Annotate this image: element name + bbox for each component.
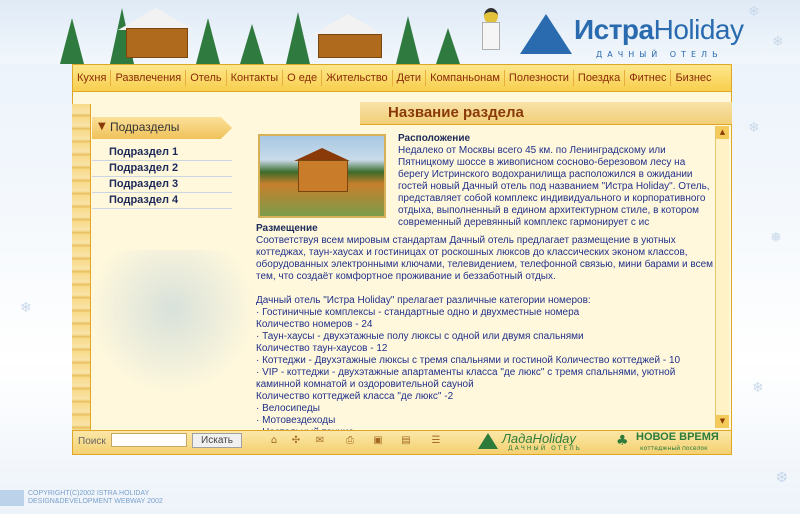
- print-icon[interactable]: ⎙: [346, 435, 354, 446]
- tree-decoration: [60, 18, 84, 64]
- content-line: Количество номеров - 24: [256, 319, 373, 330]
- partner-name: НОВОЕ ВРЕМЯ: [636, 431, 719, 443]
- home-icon[interactable]: ⌂: [270, 435, 278, 446]
- subsections-header-label: Подразделы: [110, 120, 180, 134]
- content-line: · Велосипеды: [256, 403, 320, 414]
- partner-logo-novoe-vremya[interactable]: [614, 431, 726, 453]
- house-decoration: [126, 28, 188, 58]
- logo-icon: [520, 14, 572, 54]
- menu-item-accommodation[interactable]: Жительство: [322, 70, 393, 86]
- list-icon[interactable]: ☰: [431, 435, 441, 446]
- snowflake-icon: ❄: [752, 380, 764, 396]
- menu-item-kitchen[interactable]: Кухня: [73, 70, 111, 86]
- logo-subtitle: ДАЧНЫЙ ОТЕЛЬ: [596, 50, 723, 59]
- pc-icon[interactable]: ▣: [373, 435, 383, 446]
- copyright: [28, 490, 163, 506]
- main-menu: [72, 64, 732, 92]
- copyright-line: COPYRIGHT(C)2002 ISTRA HOLIDAY: [28, 490, 150, 497]
- placement-heading: Размещение: [256, 223, 318, 234]
- menu-item-contacts[interactable]: Контакты: [227, 70, 284, 86]
- log-wall-decoration: [72, 104, 91, 430]
- partner-subtitle: ДАЧНЫЙ ОТЕЛЬ: [508, 445, 582, 452]
- building-watermark-image: [92, 250, 252, 400]
- page-header: [0, 0, 800, 64]
- menu-item-children[interactable]: Дети: [393, 70, 426, 86]
- scroll-down-arrow-icon[interactable]: ▼: [716, 415, 729, 428]
- hotel-photo: [258, 134, 386, 218]
- site-logo[interactable]: [516, 8, 744, 64]
- sidebar-item-subsection-4[interactable]: Подраздел 4: [92, 193, 232, 209]
- content-line: · Таун-хаусы - двухэтажные полу люксы с одной или двумя спальнями: [256, 331, 584, 342]
- subsections-list: [92, 145, 232, 209]
- image-icon[interactable]: ▤: [401, 435, 411, 446]
- snowflake-icon: ❅: [770, 230, 782, 246]
- placement-text: Соответствуя всем мировым стандартам Дачный отель предлагает размещение в уютных коттеджах, таун-хаусах и гостиницах от роскошных люксов до классических эконом классов, оборудованных электронными ключами, телевидением, телефонной связью, мини барами и всем тем, что создаёт комфортное проживание и беззаботный отдых.: [256, 235, 714, 282]
- partner-name: ЛадаHoliday: [502, 431, 576, 446]
- partner-logo-lada-holiday[interactable]: [474, 431, 599, 453]
- tree-decoration: [286, 12, 310, 64]
- menu-item-partners[interactable]: Компаньонам: [426, 70, 505, 86]
- location-block: [398, 133, 710, 229]
- menu-item-business[interactable]: Бизнес: [675, 72, 712, 84]
- content-line: · Мотовездеходы: [256, 415, 336, 426]
- menu-item-food[interactable]: О еде: [283, 70, 322, 86]
- search-button[interactable]: Искать: [192, 433, 242, 448]
- tree-decoration: [240, 24, 264, 64]
- content-line: Количество таун-хаусов - 12: [256, 343, 388, 354]
- partner-logo-icon: [478, 433, 498, 449]
- menu-item-entertainment[interactable]: Развлечения: [111, 70, 186, 86]
- house-decoration: [318, 34, 382, 58]
- snowflake-icon: ❄: [772, 34, 784, 50]
- tree-decoration: [396, 16, 420, 64]
- content-line: Количество коттеджей класса "де люкс" -2: [256, 391, 454, 402]
- placement-block: [256, 223, 714, 439]
- house-roof-decoration: [310, 14, 386, 36]
- location-heading: Расположение: [398, 133, 471, 144]
- chevron-down-icon: ▼: [98, 121, 106, 132]
- copyright-decoration: [0, 490, 24, 506]
- menu-item-hotel[interactable]: Отель: [186, 70, 226, 86]
- birdhouse-decoration: [482, 22, 500, 50]
- logo-text: ИстраHoliday: [574, 14, 744, 45]
- tree-decoration: [196, 18, 220, 64]
- search-input[interactable]: [111, 433, 187, 447]
- sitemap-icon[interactable]: ✣: [291, 435, 301, 446]
- photo-building: [298, 160, 348, 192]
- menu-item-trip[interactable]: Поездка: [574, 70, 625, 86]
- location-text: Недалеко от Москвы всего 45 км. по Ленинградскому или Пятницкому шоссе в живописном сосново-березовом лесу на берегу Истринского водохранилища расположился в ожидании гостей новый Дачный отель под названием "Истра Holiday". Отель, представляет собой комплекс индивидуального и корпоративного отдыха, выполненный в едином архитектурном стиле, в котором современный деревянный комплекс гармонирует с ис: [398, 145, 710, 228]
- sidebar-item-subsection-2[interactable]: Подраздел 2: [92, 161, 232, 177]
- tree-logo-icon: ♣: [616, 433, 629, 449]
- menu-item-useful[interactable]: Полезности: [505, 70, 574, 86]
- house-roof-decoration: [118, 8, 194, 30]
- copyright-line: DESIGN&DEVELOPMENT WEBWAY 2002: [28, 498, 163, 505]
- scroll-up-arrow-icon[interactable]: ▲: [716, 126, 729, 139]
- mail-icon[interactable]: ✉: [315, 435, 325, 446]
- content-line: · Гостиничные комплексы - стандартные одно и двухместные номера: [256, 307, 580, 318]
- content-line: · Коттеджи - Двухэтажные люксы с тремя спальнями и гостиной Количество коттеджей - 10: [256, 355, 681, 366]
- snowflake-icon: ❄: [748, 120, 760, 136]
- content-line: · VIP - коттеджи - двухэтажные апартаменты класса "де люкс" с тремя спальнями, уютной каминной комнатой и оздоровительной сауной: [256, 367, 676, 390]
- tree-decoration: [436, 28, 460, 64]
- sidebar-item-subsection-1[interactable]: Подраздел 1: [92, 145, 232, 161]
- sidebar-item-subsection-3[interactable]: Подраздел 3: [92, 177, 232, 193]
- search-label: Поиск: [78, 436, 106, 447]
- snowflake-icon: ❄: [20, 300, 32, 316]
- snowflake-icon: ❄: [748, 4, 760, 20]
- content-scrollbar[interactable]: [715, 126, 729, 428]
- content-line: Дачный отель "Истра Holiday" прелагает различные категории номеров:: [256, 295, 591, 306]
- menu-item-fitness[interactable]: Фитнес: [625, 70, 671, 86]
- page-title: Название раздела: [388, 104, 524, 121]
- partner-subtitle: коттеджный поселок: [640, 445, 708, 452]
- snowflake-icon: ❆: [776, 470, 788, 486]
